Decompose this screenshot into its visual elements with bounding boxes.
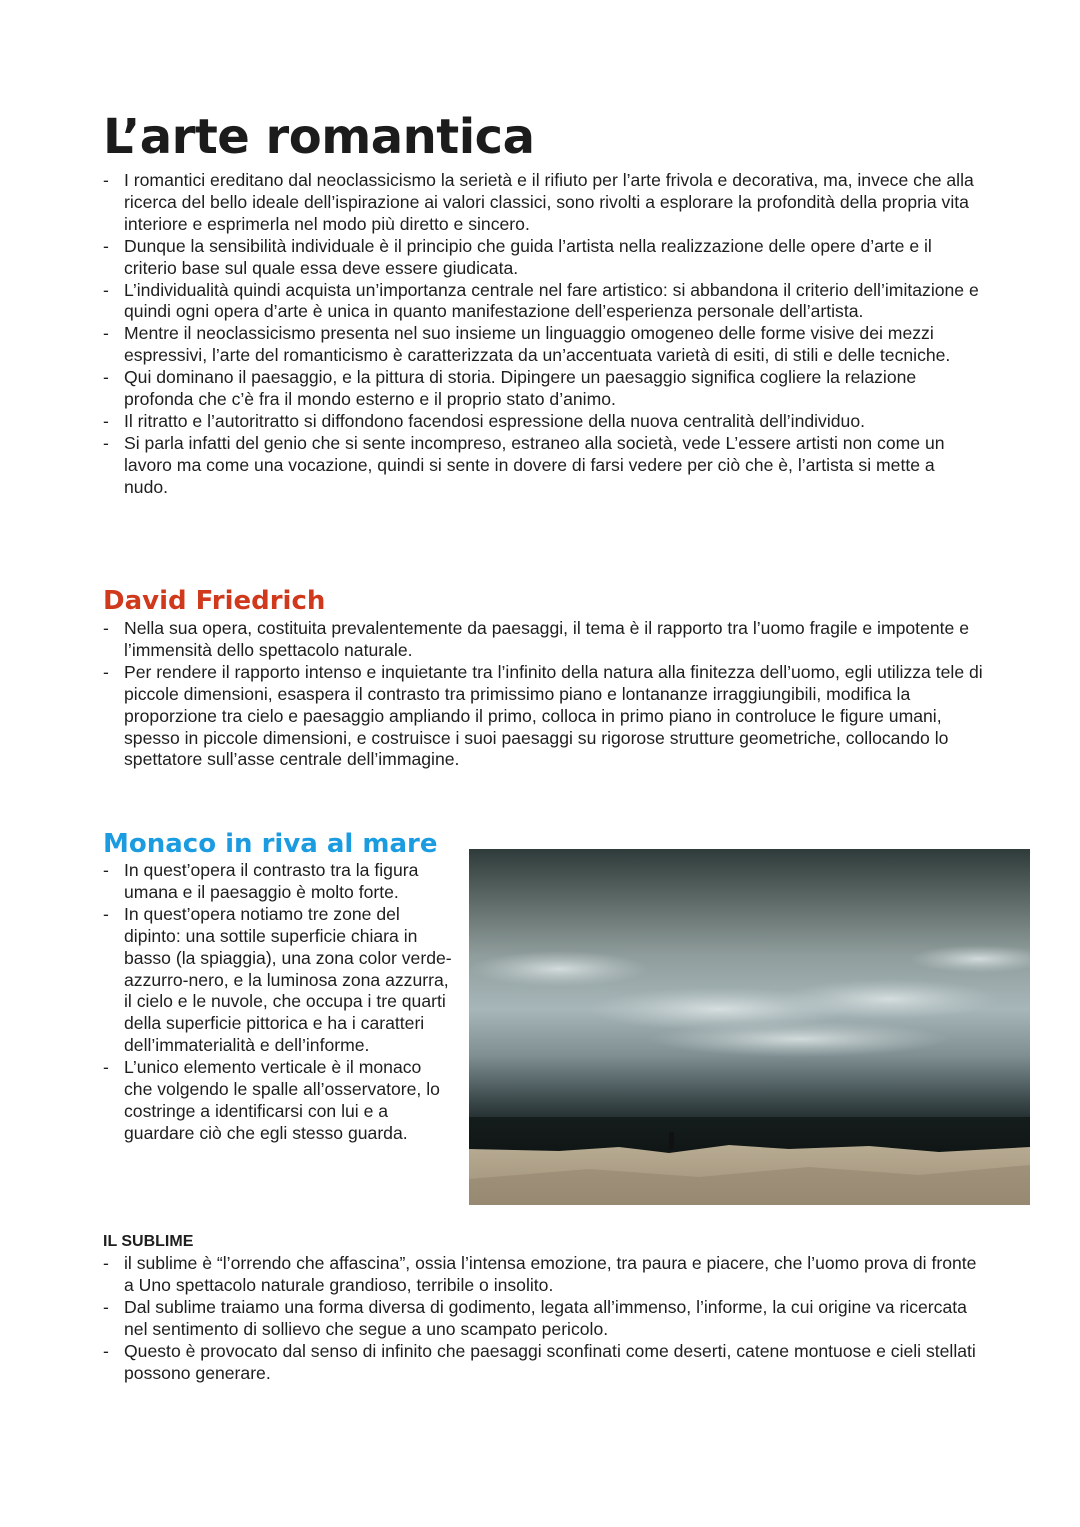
- friedrich-heading: David Friedrich: [103, 586, 326, 616]
- list-item: - L’individualità quindi acquista un’importanza centrale nel fare artistico: si abbandona il criterio dell’imitazione e quindi ogni opera d’arte è unica in quanto manifestazione dell’esperienza personale dell’artista.: [103, 280, 983, 324]
- list-item: - Nella sua opera, costituita prevalentemente da paesaggi, il tema è il rapporto tra l’uomo fragile e impotente e l’immensità dello spettacolo naturale.: [103, 618, 983, 662]
- sublime-bullet-list: [103, 1253, 983, 1384]
- monk-figure: [669, 1132, 674, 1149]
- list-item: - L’unico elemento verticale è il monaco che volgendo le spalle all’osservatore, lo costringe a identificarsi con lui e a guardare ciò che egli stesso guarda.: [103, 1057, 453, 1145]
- sublime-heading: IL SUBLIME: [103, 1233, 194, 1250]
- list-item: - Per rendere il rapporto intenso e inquietante tra l’infinito della natura alla finitezza dell’uomo, egli utilizza tele di piccole dimensioni, esaspera il contrasto tra primissimo piano e lontananze irraggiungibili, modifica la proporzione tra cielo e paesaggio ampliando il primo, colloca in primo piano in controluce le figure umani, spesso in piccole dimensioni, e costruisce i suoi paesaggi su rigorose strutture geometriche, collocando lo spettatore sull’asse centrale dell’immagine.: [103, 662, 983, 772]
- list-item: - Mentre il neoclassicismo presenta nel suo insieme un linguaggio omogeneo delle forme visive dei mezzi espressivi, l’arte del romanticismo è caratterizzata da un’accentuata varietà di esiti, di stili e delle tecniche.: [103, 323, 983, 367]
- page-title: L’arte romantica: [103, 109, 535, 165]
- list-item: - Dunque la sensibilità individuale è il principio che guida l’artista nella realizzazione delle opere d’arte e il criterio base sul quale essa deve essere giudicata.: [103, 236, 983, 280]
- intro-bullet-list: [103, 170, 983, 499]
- list-item: - Il ritratto e l’autoritratto si diffondono facendosi espressione della nuova centralità dell’individuo.: [103, 411, 983, 433]
- monaco-bullet-list: [103, 860, 453, 1145]
- monaco-heading: Monaco in riva al mare: [103, 829, 438, 859]
- seascape-painting: [469, 849, 1030, 1205]
- list-item: - In quest’opera notiamo tre zone del dipinto: una sottile superficie chiara in basso (la spiaggia), una zona color verde-azzurro-nero, e la luminosa zona azzurra, il cielo e le nuvole, che occupa i tre quarti della superficie pittorica e ha i caratteri dell’immaterialità e dell’informe.: [103, 904, 453, 1057]
- list-item: - Si parla infatti del genio che si sente incompreso, estraneo alla società, vede L’essere artisti non come un lavoro ma come una vocazione, quindi si sente in dovere di farsi vedere per ciò che è, l’artista si mette a nudo.: [103, 433, 983, 499]
- friedrich-bullet-list: [103, 618, 983, 771]
- list-item: - In quest’opera il contrasto tra la figura umana e il paesaggio è molto forte.: [103, 860, 453, 904]
- list-item: - Qui dominano il paesaggio, e la pittura di storia. Dipingere un paesaggio significa cogliere la relazione profonda che c’è fra il mondo esterno e il proprio stato d’animo.: [103, 367, 983, 411]
- list-item: - il sublime è “l’orrendo che affascina”, ossia l’intensa emozione, tra paura e piacere, che l’uomo prova di fronte a Uno spettacolo naturale grandioso, terribile o insolito.: [103, 1253, 983, 1297]
- list-item: - Dal sublime traiamo una forma diversa di godimento, legata all’immenso, l’informe, la cui origine va ricercata nel sentimento di sollievo che segue a uno scampato pericolo.: [103, 1297, 983, 1341]
- list-item: - Questo è provocato dal senso di infinito che paesaggi sconfinati come deserti, catene montuose e cieli stellati possono generare.: [103, 1341, 983, 1385]
- list-item: - I romantici ereditano dal neoclassicismo la serietà e il rifiuto per l’arte frivola e decorativa, ma, invece che alla ricerca del bello ideale dell’ispirazione ai valori classici, sono rivolti a esplorare la profondità della propria vita interiore e esprimerla nel modo più diretto e sincero.: [103, 170, 983, 236]
